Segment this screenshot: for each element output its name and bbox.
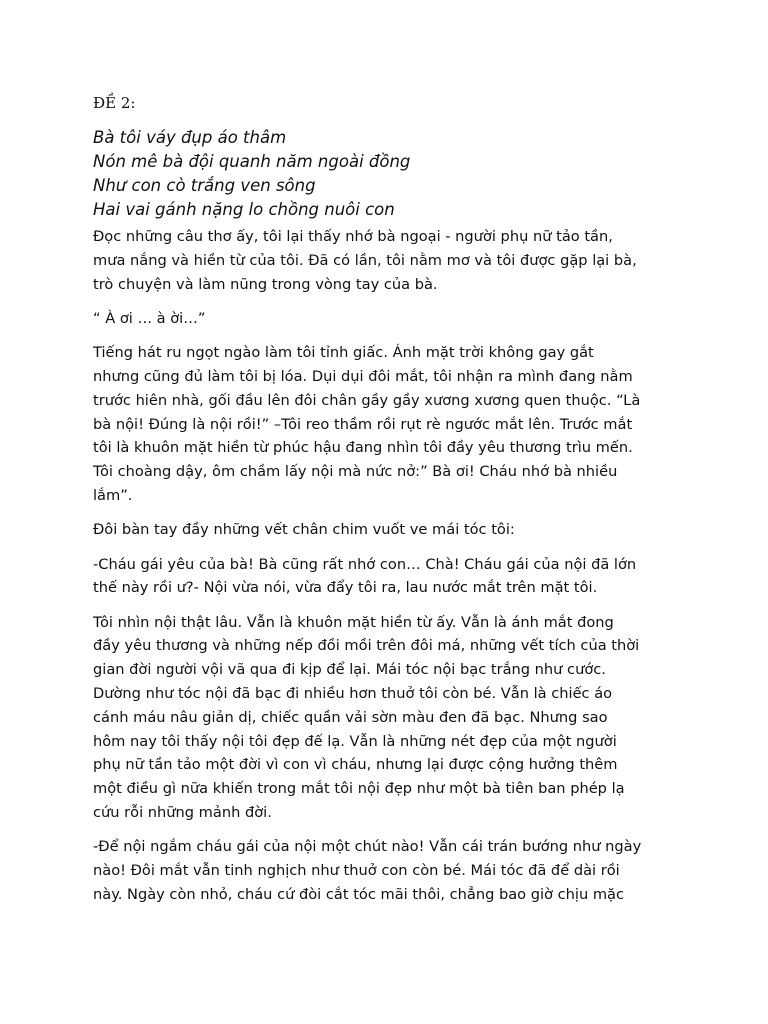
essay-body <box>93 225 683 917</box>
text-line: trước hiên nhà, gối đầu lên đôi chân gầy gầy xương xương quen thuộc. “Là <box>93 391 641 409</box>
text-line: Tiếng hát ru ngọt ngào làm tôi tỉnh giấc. Ánh mặt trời không gay gắt <box>93 344 594 362</box>
text-line: phụ nữ tần tảo một đời vì con vì cháu, nhưng lại được cộng hưởng thêm <box>93 756 618 774</box>
text-line: -Cháu gái yêu của bà! Bà cũng rất nhớ con… Chà! Cháu gái của nội đã lớn <box>93 555 637 573</box>
text-line: “ À ơi … à ời…” <box>93 309 206 327</box>
text-line: hôm nay tôi thấy nội tôi đẹp đế lạ. Vẫn là những nét đẹp của một người <box>93 732 617 750</box>
text-line: trò chuyện và làm nũng trong vòng tay của bà. <box>93 275 438 293</box>
text-line: mưa nắng và hiền từ của tôi. Đã có lần, tôi nằm mơ và tôi được gặp lại bà, <box>93 251 637 269</box>
poem-line: Nón mê bà đội quanh năm ngoài đồng <box>93 152 411 171</box>
text-line: Đọc những câu thơ ấy, tôi lại thấy nhớ bà ngoại - người phụ nữ tảo tần, <box>93 228 613 245</box>
poem-block <box>93 126 693 222</box>
paragraph-hands <box>93 518 683 542</box>
exercise-heading: ĐỀ 2: <box>93 94 136 112</box>
paragraph-dialogue-2 <box>93 835 683 906</box>
text-line: Dường như tóc nội đã bạc đi nhiều hơn thuở tôi còn bé. Vẫn là chiếc áo <box>93 685 613 703</box>
poem-line: Hai vai gánh nặng lo chồng nuôi con <box>93 200 395 219</box>
paragraph-lullaby <box>93 307 683 331</box>
text-line: lắm”. <box>93 486 133 504</box>
text-line: Đôi bàn tay đầy những vết chân chim vuốt ve mái tóc tôi: <box>93 521 515 539</box>
text-line: Tôi choàng dậy, ôm chầm lấy nội mà nức nở:” Bà ơi! Cháu nhớ bà nhiều <box>93 463 618 481</box>
text-line: này. Ngày còn nhỏ, cháu cứ đòi cắt tóc mãi thôi, chẳng bao giờ chịu mặc <box>93 885 625 903</box>
text-line: cánh máu nâu giản dị, chiếc quần vải sờn màu đen đã bạc. Nhưng sao <box>93 708 608 726</box>
text-line: một điều gì nữa khiến trong mắt tôi nội đẹp như một bà tiên ban phép lạ <box>93 780 625 798</box>
paragraph-dialogue-1 <box>93 553 683 601</box>
text-line: Tôi nhìn nội thật lâu. Vẫn là khuôn mặt hiền từ ấy. Vẫn là ánh mắt đong <box>93 613 614 631</box>
text-line: gian đời người vội vã qua đi kịp để lại. Mái tóc nội bạc trắng như cước. <box>93 661 606 679</box>
text-line: thế này rồi ư?- Nội vừa nói, vừa đẩy tôi ra, lau nước mắt trên mặt tôi. <box>93 579 598 597</box>
text-line: cứu rỗi những mảnh đời. <box>93 804 272 822</box>
text-line: tôi là khuôn mặt hiền từ phúc hậu đang nhìn tôi đầy yêu thương trìu mến. <box>93 439 633 457</box>
text-line: đầy yêu thương và những nếp đồi mồi trên đôi má, những vết tích của thời <box>93 637 640 655</box>
paragraph-description <box>93 611 683 825</box>
poem-line: Bà tôi váy đụp áo thâm <box>93 128 287 147</box>
poem-line: Như con cò trắng ven sông <box>93 176 316 195</box>
paragraph-waking <box>93 341 683 508</box>
text-line: bà nội! Đúng là nội rồi!” –Tôi reo thầm rồi rụt rè ngước mắt lên. Trước mắt <box>93 415 633 433</box>
text-line: -Để nội ngắm cháu gái của nội một chút nào! Vẫn cái trán bướng như ngày <box>93 838 642 856</box>
paragraph-intro <box>93 225 683 296</box>
text-line: nhưng cũng đủ làm tôi bị lóa. Dụi dụi đôi mắt, tôi nhận ra mình đang nằm <box>93 367 633 385</box>
text-line: nào! Đôi mắt vẫn tinh nghịch như thuở con còn bé. Mái tóc đã để dài rồi <box>93 862 620 880</box>
